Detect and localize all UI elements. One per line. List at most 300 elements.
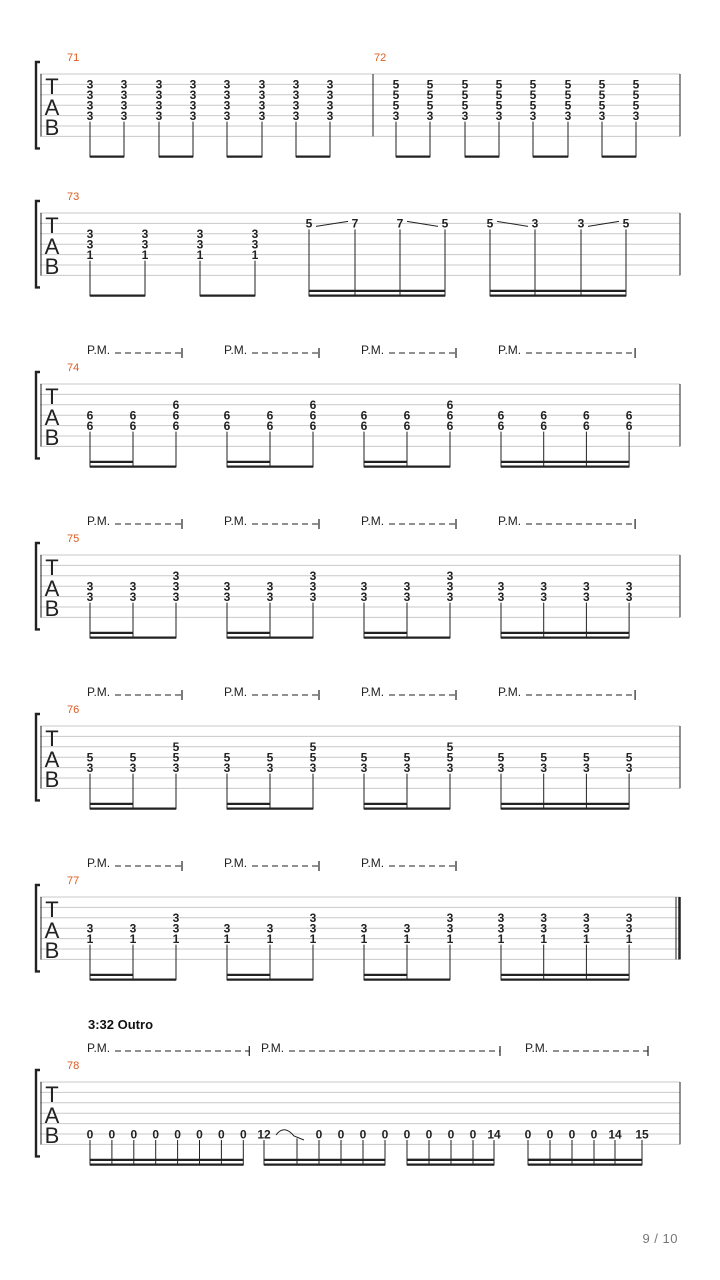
fret-number: 3: [309, 569, 317, 584]
fret-number: 3: [266, 921, 274, 936]
fret-number: 5: [486, 216, 494, 231]
fret-number: 3: [625, 921, 633, 936]
fret-number: 6: [446, 418, 454, 433]
fret-number: 5: [309, 750, 317, 765]
beam-group: [87, 911, 180, 980]
fret-number: 6: [223, 418, 231, 433]
system-bracket: [36, 201, 40, 287]
fret-number: 3: [86, 921, 94, 936]
fret-number: 3: [360, 760, 368, 775]
fret-number: 3: [120, 98, 128, 113]
fret-number: 3: [189, 77, 197, 92]
fret-number: 0: [359, 1127, 367, 1142]
beam-group: [197, 227, 259, 296]
fret-number: 3: [129, 579, 137, 594]
fret-number: 5: [446, 750, 454, 765]
fret-number: 5: [540, 750, 548, 765]
fret-number: 1: [86, 247, 94, 262]
beam-group: [87, 227, 149, 296]
fret-number: 3: [625, 911, 633, 926]
fret-number: 3: [309, 921, 317, 936]
fret-number: 3: [189, 88, 197, 103]
fret-number: 3: [598, 108, 606, 123]
fret-number: 1: [141, 247, 149, 262]
fret-number: 0: [524, 1127, 532, 1142]
fret-number: 1: [403, 931, 411, 946]
beam-group: [87, 1127, 247, 1165]
fret-number: 5: [392, 88, 400, 103]
fret-number: 5: [598, 88, 606, 103]
beam-group: [87, 398, 180, 467]
fret-number: 0: [152, 1127, 160, 1142]
fret-number: 5: [461, 88, 469, 103]
fret-number: 5: [441, 216, 449, 231]
fret-number: 5: [392, 98, 400, 113]
measure-number: 72: [374, 52, 387, 64]
system-bracket: [36, 372, 40, 458]
fret-number: 1: [251, 247, 259, 262]
fret-number: 3: [540, 579, 548, 594]
fret-number: 3: [172, 911, 180, 926]
palm-mute-label: P.M.: [361, 856, 385, 870]
fret-number: 3: [326, 77, 334, 92]
tab-clef-letter: B: [44, 596, 60, 621]
fret-number: 6: [172, 408, 180, 423]
fret-number: 3: [564, 108, 572, 123]
fret-number: 3: [155, 77, 163, 92]
fret-number: 3: [196, 227, 204, 242]
fret-number: 5: [622, 216, 630, 231]
fret-number: 3: [326, 88, 334, 103]
fret-number: 3: [529, 108, 537, 123]
fret-number: 3: [258, 88, 266, 103]
system-bracket: [36, 714, 40, 800]
bend-curve: [276, 1130, 304, 1140]
tab-clef-letter: B: [44, 254, 60, 279]
fret-number: 3: [531, 216, 539, 231]
fret-number: 3: [326, 108, 334, 123]
fret-number: 3: [86, 108, 94, 123]
palm-mute: [498, 514, 635, 529]
fret-number: 0: [403, 1127, 411, 1142]
fret-number: 3: [360, 921, 368, 936]
fret-number: 3: [223, 88, 231, 103]
fret-number: 0: [469, 1127, 477, 1142]
fret-number: 0: [86, 1127, 94, 1142]
fret-number: 3: [129, 921, 137, 936]
beam-group: [87, 569, 180, 638]
fret-number: 6: [583, 408, 590, 423]
staff-system: [36, 685, 680, 809]
fret-number: 3: [189, 98, 197, 113]
staff-system: [36, 1017, 680, 1165]
fret-number: 1: [540, 931, 548, 946]
fret-number: 3: [625, 760, 633, 775]
palm-mute-label: P.M.: [261, 1041, 285, 1055]
fret-number: 6: [497, 418, 505, 433]
palm-mute-label: P.M.: [87, 856, 111, 870]
palm-mute-label: P.M.: [361, 343, 385, 357]
fret-number: 3: [497, 579, 505, 594]
beam-group: [224, 398, 317, 467]
fret-number: 3: [583, 589, 590, 604]
fret-number: 5: [598, 98, 606, 113]
palm-mute-label: P.M.: [498, 343, 522, 357]
fret-number: 14: [608, 1127, 622, 1142]
beam-group: [498, 409, 633, 468]
fret-number: 3: [625, 579, 633, 594]
fret-number: 3: [266, 579, 274, 594]
fret-number: 7: [351, 216, 359, 231]
fret-number: 6: [625, 418, 633, 433]
fret-number: 6: [172, 398, 180, 413]
fret-number: 3: [309, 911, 317, 926]
palm-mute: [87, 1041, 249, 1056]
section-label: 3:32 Outro: [88, 1017, 154, 1032]
fret-number: 3: [583, 921, 590, 936]
fret-number: 3: [392, 108, 400, 123]
fret-number: 5: [426, 88, 434, 103]
beam-group: [87, 740, 180, 809]
fret-number: 3: [583, 911, 590, 926]
tab-clef-letter: T: [45, 74, 59, 99]
palm-mute-label: P.M.: [224, 514, 248, 528]
fret-number: 6: [360, 408, 368, 423]
palm-mute-label: P.M.: [361, 685, 385, 699]
beam-group: [462, 78, 503, 158]
fret-number: 3: [223, 921, 231, 936]
fret-number: 3: [172, 569, 180, 584]
fret-number: 3: [196, 237, 204, 252]
staff-system: [36, 191, 680, 296]
beam-group: [599, 78, 640, 158]
fret-number: 3: [309, 579, 317, 594]
tab-clef-letter: A: [44, 747, 60, 772]
fret-number: 3: [497, 921, 505, 936]
beam-group: [530, 78, 572, 158]
fret-number: 3: [129, 760, 137, 775]
fret-number: 5: [583, 750, 590, 765]
palm-mute: [498, 343, 635, 358]
fret-number: 3: [258, 98, 266, 113]
palm-mute-label: P.M.: [525, 1041, 549, 1055]
beam-group: [487, 217, 630, 297]
fret-number: 3: [86, 579, 94, 594]
fret-number: 6: [86, 408, 94, 423]
palm-mute: [361, 343, 456, 358]
fret-number: 5: [172, 740, 180, 755]
fret-number: 6: [309, 408, 317, 423]
fret-number: 3: [309, 760, 317, 775]
fret-number: 5: [632, 88, 640, 103]
fret-number: 15: [635, 1127, 649, 1142]
tab-clef-letter: T: [45, 726, 59, 751]
palm-mute-label: P.M.: [87, 1041, 111, 1055]
fret-number: 5: [172, 750, 180, 765]
beam-group: [224, 569, 317, 638]
fret-number: 3: [86, 77, 94, 92]
fret-number: 3: [258, 108, 266, 123]
palm-mute-label: P.M.: [87, 685, 111, 699]
beam-group: [257, 1127, 388, 1165]
fret-number: 5: [564, 77, 572, 92]
fret-number: 0: [315, 1127, 323, 1142]
staff-system: [36, 343, 680, 467]
fret-number: 5: [426, 98, 434, 113]
fret-number: 3: [446, 589, 454, 604]
measure-number: 77: [67, 875, 80, 887]
palm-mute: [224, 514, 319, 529]
fret-number: 3: [583, 760, 590, 775]
palm-mute-label: P.M.: [498, 514, 522, 528]
system-bracket: [36, 1070, 40, 1156]
fret-number: 0: [590, 1127, 598, 1142]
fret-number: 3: [540, 911, 548, 926]
palm-mute-label: P.M.: [224, 856, 248, 870]
fret-number: 1: [583, 931, 590, 946]
fret-number: 5: [529, 88, 537, 103]
fret-number: 6: [223, 408, 231, 423]
fret-number: 1: [360, 931, 368, 946]
beam-group: [361, 569, 454, 638]
fret-number: 3: [360, 579, 368, 594]
palm-mute: [87, 514, 182, 529]
system-bracket: [36, 543, 40, 629]
fret-number: 6: [309, 418, 317, 433]
fret-number: 0: [381, 1127, 389, 1142]
fret-number: 3: [461, 108, 469, 123]
palm-mute-label: P.M.: [498, 685, 522, 699]
fret-number: 3: [120, 77, 128, 92]
palm-mute: [87, 856, 182, 871]
fret-number: 1: [497, 931, 505, 946]
fret-number: 6: [497, 408, 505, 423]
beam-group: [361, 398, 454, 467]
staff-system: [36, 514, 680, 638]
fret-number: 5: [529, 98, 537, 113]
measure-number: 78: [67, 1060, 80, 1072]
fret-number: 6: [583, 418, 590, 433]
fret-number: 0: [196, 1127, 203, 1142]
fret-number: 0: [174, 1127, 181, 1142]
beam-group: [361, 911, 454, 980]
fret-number: 0: [239, 1127, 247, 1142]
palm-mute: [525, 1041, 648, 1056]
fret-number: 7: [396, 216, 404, 231]
fret-number: 3: [540, 589, 548, 604]
fret-number: 3: [495, 108, 503, 123]
palm-mute: [87, 685, 182, 700]
fret-number: 5: [564, 98, 572, 113]
fret-number: 5: [564, 88, 572, 103]
fret-number: 5: [495, 77, 503, 92]
fret-number: 0: [546, 1127, 554, 1142]
palm-mute-label: P.M.: [87, 514, 111, 528]
fret-number: 0: [130, 1127, 138, 1142]
fret-number: 3: [266, 760, 274, 775]
fret-number: 5: [309, 740, 317, 755]
palm-mute: [224, 685, 319, 700]
fret-number: 5: [86, 750, 94, 765]
tab-clef-letter: A: [44, 95, 60, 120]
palm-mute-label: P.M.: [224, 685, 248, 699]
fret-number: 3: [251, 227, 259, 242]
fret-number: 3: [86, 589, 94, 604]
measure-number: 76: [67, 704, 80, 716]
beam-group: [404, 1127, 501, 1165]
fret-number: 3: [309, 589, 317, 604]
fret-number: 6: [403, 408, 411, 423]
tab-clef-letter: A: [44, 918, 60, 943]
beam-group: [498, 911, 633, 980]
fret-number: 1: [86, 931, 94, 946]
measure-number: 75: [67, 533, 80, 545]
fret-number: 6: [86, 418, 94, 433]
fret-number: 5: [497, 750, 505, 765]
fret-number: 3: [120, 88, 128, 103]
fret-number: 6: [360, 418, 368, 433]
fret-number: 5: [598, 77, 606, 92]
beam-group: [293, 78, 334, 158]
beam-group: [498, 580, 633, 639]
fret-number: 1: [223, 931, 231, 946]
beam-group: [498, 751, 633, 810]
fret-number: 3: [86, 88, 94, 103]
fret-number: 3: [326, 98, 334, 113]
fret-number: 5: [632, 98, 640, 113]
staff-system: [36, 52, 680, 157]
fret-number: 3: [446, 921, 454, 936]
fret-number: 3: [155, 108, 163, 123]
palm-mute: [361, 514, 456, 529]
fret-number: 1: [129, 931, 137, 946]
fret-number: 3: [155, 98, 163, 113]
fret-number: 12: [257, 1127, 271, 1142]
tab-clef-letter: B: [44, 938, 60, 963]
fret-number: 5: [403, 750, 411, 765]
fret-number: 14: [487, 1127, 501, 1142]
fret-number: 5: [426, 77, 434, 92]
fret-number: 3: [632, 108, 640, 123]
beam-group: [525, 1127, 649, 1165]
fret-number: 3: [223, 98, 231, 113]
fret-number: 3: [446, 911, 454, 926]
fret-number: 3: [446, 579, 454, 594]
fret-number: 5: [632, 77, 640, 92]
tab-clef-letter: B: [44, 115, 60, 140]
palm-mute: [87, 343, 182, 358]
fret-number: 3: [223, 760, 231, 775]
fret-number: 3: [172, 921, 180, 936]
fret-number: 3: [129, 589, 137, 604]
fret-number: 3: [266, 589, 274, 604]
palm-mute: [361, 685, 456, 700]
palm-mute-label: P.M.: [87, 343, 111, 357]
fret-number: 3: [86, 760, 94, 775]
fret-number: 5: [625, 750, 633, 765]
fret-number: 3: [141, 237, 149, 252]
fret-number: 3: [446, 569, 454, 584]
beam-group: [87, 78, 128, 158]
fret-number: 1: [446, 931, 454, 946]
fret-number: 6: [129, 408, 137, 423]
fret-number: 3: [223, 108, 231, 123]
system-bracket: [36, 62, 40, 148]
fret-number: 3: [403, 760, 411, 775]
fret-number: 3: [446, 760, 454, 775]
fret-number: 0: [568, 1127, 576, 1142]
fret-number: 1: [625, 931, 633, 946]
tab-clef-letter: A: [44, 234, 60, 259]
fret-number: 3: [497, 911, 505, 926]
fret-number: 3: [403, 579, 411, 594]
palm-mute-label: P.M.: [361, 514, 385, 528]
tab-clef-letter: A: [44, 576, 60, 601]
fret-number: 5: [266, 750, 274, 765]
fret-number: 0: [337, 1127, 345, 1142]
fret-number: 3: [292, 98, 300, 113]
fret-number: 3: [172, 579, 180, 594]
fret-number: 1: [309, 931, 317, 946]
palm-mute: [261, 1041, 500, 1056]
fret-number: 6: [446, 398, 454, 413]
fret-number: 3: [223, 579, 231, 594]
measure-number: 71: [67, 52, 80, 64]
fret-number: 3: [86, 237, 94, 252]
palm-mute: [224, 856, 319, 871]
fret-number: 6: [540, 418, 548, 433]
fret-number: 6: [540, 408, 548, 423]
fret-number: 3: [497, 589, 505, 604]
tab-clef-letter: T: [45, 384, 59, 409]
fret-number: 1: [172, 931, 180, 946]
fret-number: 5: [446, 740, 454, 755]
fret-number: 0: [108, 1127, 116, 1142]
beam-group: [361, 740, 454, 809]
fret-number: 6: [266, 408, 274, 423]
tab-clef-letter: A: [44, 405, 60, 430]
fret-number: 1: [266, 931, 274, 946]
beam-group: [156, 78, 197, 158]
fret-number: 3: [426, 108, 434, 123]
fret-number: 5: [529, 77, 537, 92]
fret-number: 5: [360, 750, 368, 765]
fret-number: 3: [577, 216, 585, 231]
fret-number: 0: [425, 1127, 433, 1142]
fret-number: 6: [309, 398, 317, 413]
tab-clef-letter: B: [44, 767, 60, 792]
fret-number: 5: [461, 77, 469, 92]
fret-number: 3: [583, 579, 590, 594]
fret-number: 3: [292, 88, 300, 103]
fret-number: 3: [155, 88, 163, 103]
fret-number: 3: [141, 227, 149, 242]
tab-clef-letter: B: [44, 1123, 60, 1148]
fret-number: 3: [120, 108, 128, 123]
fret-number: 3: [292, 77, 300, 92]
fret-number: 0: [447, 1127, 455, 1142]
beam-group: [224, 78, 266, 158]
palm-mute: [224, 343, 319, 358]
tab-clef-letter: T: [45, 897, 59, 922]
fret-number: 6: [625, 408, 633, 423]
fret-number: 6: [129, 418, 137, 433]
fret-number: 6: [172, 418, 180, 433]
beam-group: [393, 78, 434, 158]
system-bracket: [36, 885, 40, 971]
tab-clef-letter: B: [44, 425, 60, 450]
fret-number: 5: [392, 77, 400, 92]
